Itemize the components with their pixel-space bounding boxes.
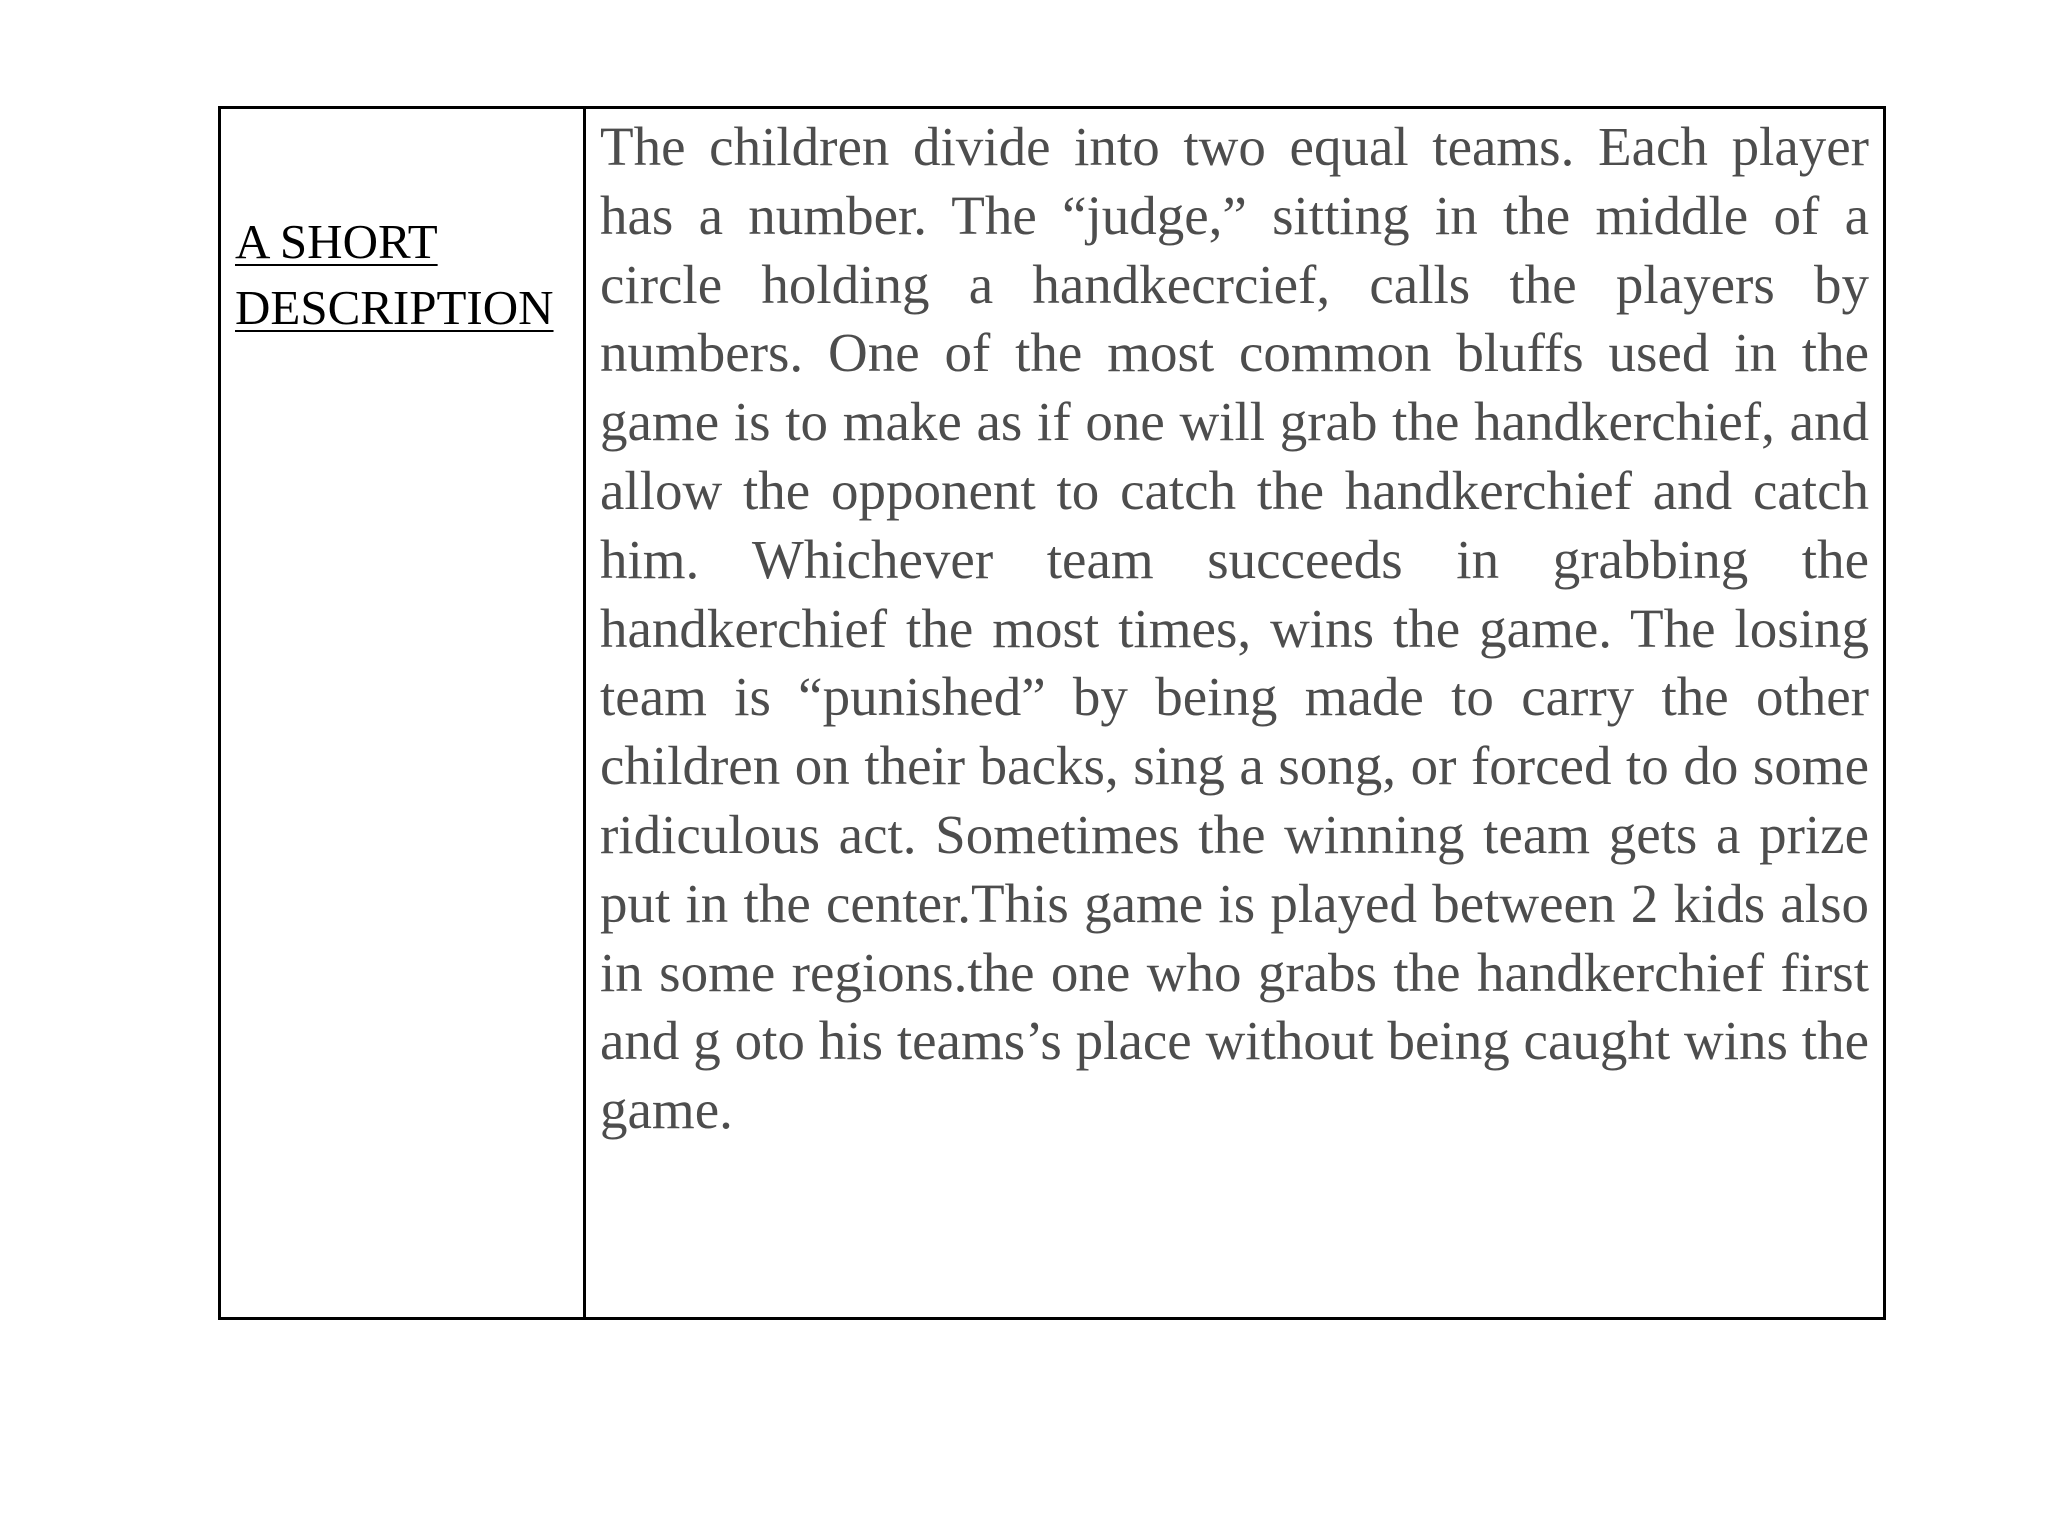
description-text: The children divide into two equal teams. Each player has a number. The “judge,” sitting in the middle of a circle holding a handkecrcief, calls the players by numbers. One of the most common bluffs used in the game is to make as if one will grab the handkerchief, and allow the opponent to catch the handkerchief and catch him. Whichever team succeeds in grabbing the handkerchief the most times, wins the game. The losing team is “punished” by being made to carry the other children on their backs, sing a song, or forced to do some ridiculous act. Sometimes the winning team gets a prize put in the center.This game is played between 2 kids also in some regions.the one who grabs the handkerchief first and g oto his teams’s place without being caught wins the game. <box>600 116 1869 1141</box>
description-table <box>218 106 1886 1320</box>
label-cell <box>221 109 586 1317</box>
content-cell <box>586 109 1883 1317</box>
section-label: A SHORT DESCRIPTION <box>235 214 554 335</box>
